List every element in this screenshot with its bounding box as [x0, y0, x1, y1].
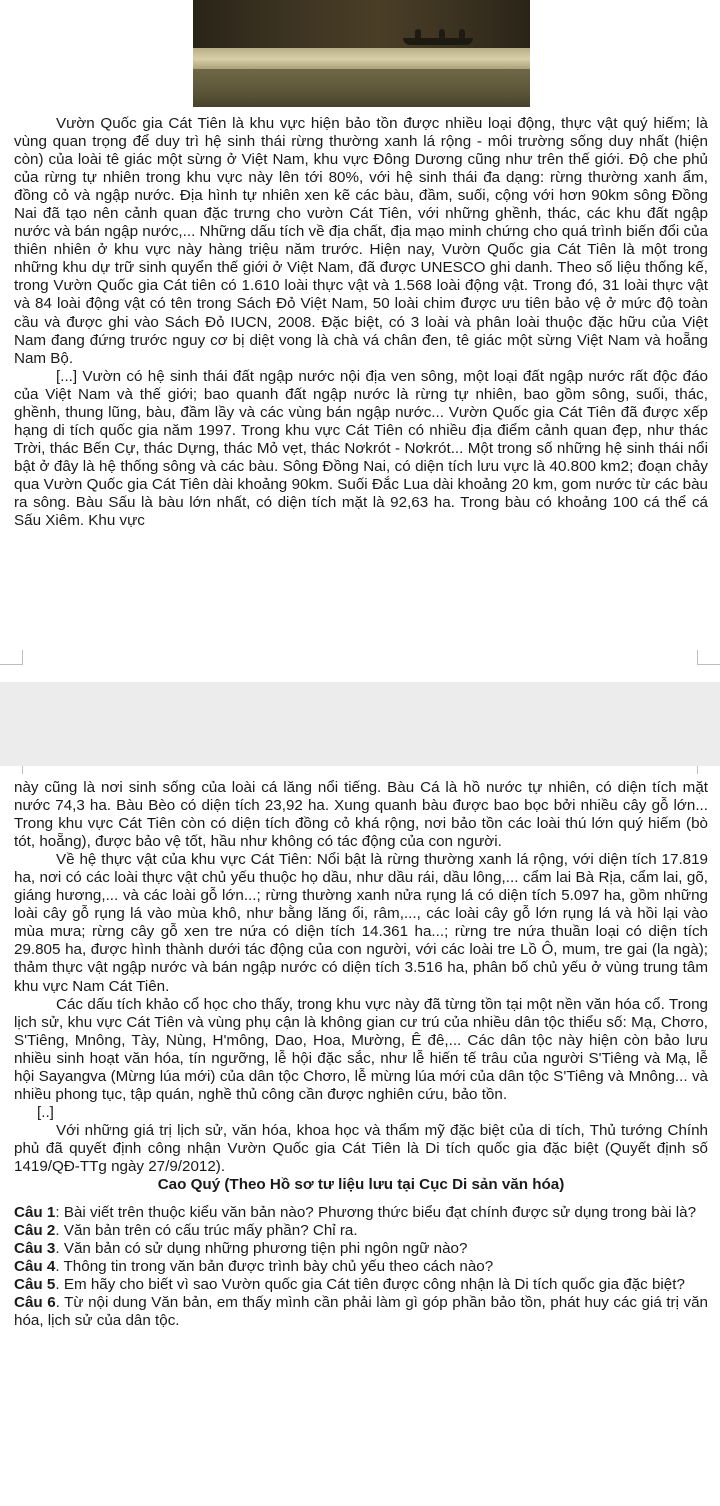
paragraph: Về hệ thực vật của khu vực Cát Tiên: Nổi bật là rừng thường xanh lá rộng, với diện tích 17.819 ha, nơi có các loài thực vật chủ yếu thuộc họ dầu, như dầu rái, dầu lông,... cẩm lai Bà Rịa, cẩm lai, gõ, giáng hương,... và các loài gỗ lớn...; rừng thường xanh nửa rụng lá có diện tích 5.097 ha, gồm những loài cây gỗ rụng lá vào mùa khô, như bằng lăng ổi, râm,..., các loài cây gỗ lớn rụng lá và hồi lại vào mùa mưa; rừng cây gỗ xen tre nứa có diện tích 14.361 ha...; rừng tre nứa thuần loại có diện tích 29.805 ha, được hình thành dưới tác động của con người, với các loài tre Lồ Ô, mum, tre gai (la ngà); thảm thực vật ngập nước và bán ngập nước có diện tích 3.516 ha, phân bố chủ yếu ở vùng trung tâm khu vực Nam Cát Tiên.: [14, 851, 708, 995]
question-label: Câu 3: [14, 1240, 56, 1258]
question-4: [14, 1258, 708, 1276]
question-label: Câu 2: [14, 1222, 56, 1240]
question-separator: .: [55, 1276, 64, 1294]
page-break: [0, 682, 720, 766]
photo-treeline: [193, 0, 530, 50]
paragraph: [...] Vườn có hệ sinh thái đất ngập nước nội địa ven sông, một loại đất ngập nước rất độc đáo của Việt Nam và thế giới; bao quanh đất ngập nước là rừng tự nhiên, bao gồm sông, suối, thác, ghềnh, thung lũng, bàu, đầm lầy và các vùng bán ngập nước... Vườn Quốc gia Cát Tiên đã được xếp hạng di tích quốc gia năm 1997. Trong khu vực Cát Tiên có nhiều địa điểm cảnh quan đẹp, như thác Trời, thác Bến Cự, thác Dựng, thác Mỏ vẹt, thác Nơkrót - Nơkrót... Một trong số những hệ sinh thái nổi bật ở đây là hệ thống sông và các bàu. Sông Đồng Nai, có diện tích lưu vực là 40.800 km2; đoạn chảy qua Vườn Quốc gia Cát Tiên dài khoảng 90km. Suối Đắc Lua dài khoảng 20 km, gom nước từ các bàu ra sông. Bàu Sấu là bàu lớn nhất, có diện tích mặt là 92,63 ha. Trong bàu có khoảng 100 cá thể cá Sấu Xiêm. Khu vực: [14, 367, 708, 530]
page-corner-mark: [0, 766, 23, 774]
question-separator: .: [55, 1294, 65, 1312]
page-corner-mark: [697, 650, 720, 665]
question-text: Văn bản trên có cấu trúc mấy phần? Chỉ ra.: [63, 1222, 358, 1240]
question-text: Bài viết trên thuộc kiểu văn bản nào? Phương thức biểu đạt chính được sử dụng trong bài là?: [63, 1204, 697, 1222]
question-5: [14, 1276, 708, 1294]
question-2: [14, 1222, 708, 1240]
question-text: Văn bản có sử dụng những phương tiện phi ngôn ngữ nào?: [63, 1240, 468, 1258]
question-separator: :: [55, 1204, 64, 1222]
question-label: Câu 6: [14, 1294, 56, 1312]
page-corner-mark: [0, 650, 23, 665]
ellipsis-marker: [..]: [37, 1103, 54, 1121]
paragraph: Vườn Quốc gia Cát Tiên là khu vực hiện bảo tồn được nhiều loại động, thực vật quý hiếm; là vùng quan trọng để duy trì hệ sinh thái rừng thường xanh lá rộng - môi trường sống duy nhất (hiện còn) của loài tê giác một sừng ở Việt Nam, khu vực Đông Dương cũng như trên thế giới. Độ che phủ của rừng tự nhiên trong khu vực này lên tới 80%, với hệ sinh thái đa dạng: rừng thường xanh ẩm, đồng cỏ và ngập nước. Địa hình tự nhiên xen kẽ các bàu, đầm, suối, cộng với hơn 90km sông Đồng Nai đã tạo nên cảnh quan đặc trưng cho vườn Cát Tiên, với những ghềnh, thác, các khu đất ngập nước và bán ngập nước,... Những dấu tích về địa chất, địa mạo minh chứng cho quá trình biến đổi của thiên nhiên ở khu vực này hàng triệu năm trước. Hiện nay, Vườn Quốc gia Cát Tiên là một trong những khu dự trữ sinh quyển thế giới ở Việt Nam, đã được UNESCO ghi danh. Theo số liệu thống kế, trong Vườn Quốc gia Cát tiên có 1.610 loài thực vật và 1.568 loài động vật. Trong đó, 31 loài thực vật và 84 loài động vật có tên trong Sách Đỏ Việt Nam, 50 loài chim được ưu tiên bảo vệ ở mức độ toàn cầu và được ghi vào Sách Đỏ IUCN, 2008. Đặc biệt, có 3 loài và phân loài thuộc đặc hữu của Việt Nam đang đứng trước nguy cơ bị diệt vong là chà vá chân đen, tê giác một sừng Việt Nam và hoẵng Nam Bộ.: [14, 115, 708, 367]
paragraph: Với những giá trị lịch sử, văn hóa, khoa học và thẩm mỹ đặc biệt của di tích, Thủ tướng Chính phủ đã quyết định công nhận Vườn Quốc gia Cát Tiên là Di tích quốc gia đặc biệt (Quyết định số 1419/QĐ-TTg ngày 27/9/2012).: [14, 1121, 708, 1175]
question-6: [14, 1294, 708, 1330]
question-label: Câu 4: [14, 1258, 56, 1276]
article-part-2: [14, 779, 708, 1330]
article-part-1: [14, 115, 708, 530]
question-text: Thông tin trong văn bản được trình bày chủ yếu theo cách nào?: [63, 1258, 494, 1276]
page-corner-mark: [697, 766, 720, 774]
paragraph: Các dấu tích khảo cổ học cho thấy, trong khu vực này đã từng tồn tại một nền văn hóa cổ. Trong lịch sử, khu vực Cát Tiên và vùng phụ cận là không gian cư trú của nhiều dân tộc thiểu số: Mạ, Chơro, S'Tiêng, Mnông, Tày, Nùng, H'mông, Dao, Hoa, Mường, Ê đê,... Các dân tộc này hiện còn bảo lưu nhiều sinh hoạt văn hóa, tín ngưỡng, lễ hội đặc sắc, như lễ hiến tế trâu của người S'Tiêng và Mạ, lễ hội Sayangva (Mừng lúa mới) của dân tộc Chơro, lễ mừng lúa mới của dân tộc S'Tiêng và Mnông... và nhiều phong tục, tập quán, nghề thủ công cần được nghiên cứu, bảo tồn.: [14, 995, 708, 1103]
question-label: Câu 5: [14, 1276, 56, 1294]
question-separator: .: [55, 1258, 64, 1276]
photo-grass: [193, 69, 530, 107]
question-text: Từ nội dung Văn bản, em thấy mình cần phải làm gì góp phần bảo tồn, phát huy các giá trị văn hóa, lịch sử của dân tộc.: [14, 1294, 708, 1330]
paragraph: này cũng là nơi sinh sống của loài cá lăng nổi tiếng. Bàu Cá là hồ nước tự nhiên, có diện tích mặt nước 74,3 ha. Bàu Bèo có diện tích 23,92 ha. Xung quanh bàu được bao bọc bởi nhiều cây gỗ lớn... Trong khu vực Cát Tiên còn có diện tích đồng cỏ khá rộng, nơi bảo tồn các loài thú lớn quý hiếm (bò tót, hoẵng), được bảo vệ tốt, hầu như không có tác động của con người.: [14, 779, 708, 851]
question-1: [14, 1204, 708, 1222]
photo-boat-on-lake: [193, 0, 530, 107]
question-3: [14, 1240, 708, 1258]
photo-boat: [403, 38, 473, 45]
source-citation: Cao Quý (Theo Hồ sơ tư liệu lưu tại Cục Di sản văn hóa): [157, 1176, 565, 1194]
photo-water: [193, 48, 530, 70]
question-label: Câu 1: [14, 1204, 56, 1222]
question-separator: .: [55, 1240, 64, 1258]
question-text: Em hãy cho biết vì sao Vườn quốc gia Cát tiên được công nhận là Di tích quốc gia đặc biệt?: [63, 1276, 685, 1294]
question-separator: .: [55, 1222, 64, 1240]
